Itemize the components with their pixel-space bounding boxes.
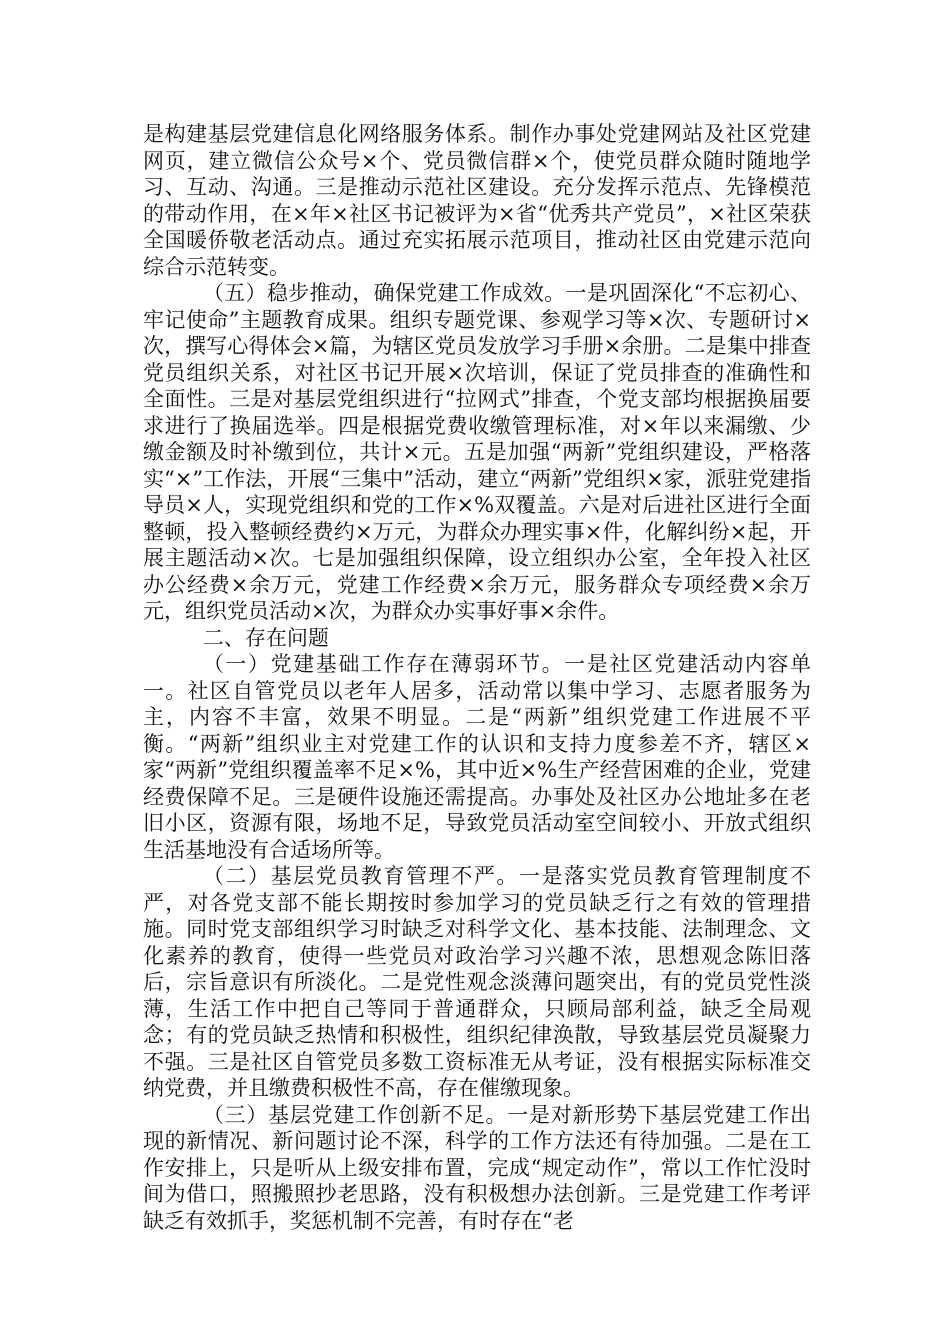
paragraph-problem-1: （一）党建基础工作存在薄弱环节。一是社区党建活动内容单一。社区自管党员以老年人居多，活动常以集中学习、志愿者服务为主，内容不丰富，效果不明显。二是“两新”组织党建工作进展不平衡。“两新”组织业主对党建工作的认识和支持力度参差不齐，辖区×家“两新”党组织覆盖率不足×%，其中近×%生产经营困难的企业，党建经费保障不足。三是硬件设施还需提高。办事处及社区办公地址多在老旧小区，资源有限，场地不足，导致党员活动室空间较小、开放式组织生活基地没有合适场所等。 [143, 652, 811, 862]
paragraph-continuation: 是构建基层党建信息化网络服务体系。制作办事处党建网站及社区党建网页，建立微信公众号×个、党员微信群×个，使党员群众随时随地学习、互动、沟通。三是推动示范社区建设。充分发挥示范点、先锋模范的带动作用，在×年×社区书记被评为×省“优秀共产党员”，×社区荣获全国暖侨敬老活动点。通过充实拓展示范项目，推动社区由党建示范向综合示范转变。 [143, 122, 811, 279]
document-body [143, 121, 811, 1234]
section-heading-problems: 二、存在问题 [202, 625, 329, 650]
paragraph-problem-2: （二）基层党员教育管理不严。一是落实党员教育管理制度不严，对各党支部不能长期按时参加学习的党员缺乏行之有效的管理措施。同时党支部组织学习时缺乏对科学文化、基本技能、法制理念、文化素养的教育，使得一些党员对政治学习兴趣不浓，思想观念陈旧落后，宗旨意识有所淡化。二是党性观念淡薄问题突出，有的党员党性淡薄，生活工作中把自己等同于普通群众，只顾局部利益，缺乏全局观念；有的党员缺乏热情和积极性，组织纪律涣散，导致基层党员凝聚力不强。三是社区自管党员多数工资标准无从考证，没有根据实际标准交纳党费，并且缴费积极性不高，存在催缴现象。 [143, 864, 811, 1100]
paragraph-problem-3: （三）基层党建工作创新不足。一是对新形势下基层党建工作出现的新情况、新问题讨论不深，科学的工作方法还有待加强。二是在工作安排上，只是听从上级安排布置，完成“规定动作”，常以工作忙没时间为借口，照搬照抄老思路，没有积极想办法创新。三是党建工作考评缺乏有效抓手，奖惩机制不完善，有时存在“老 [143, 1102, 811, 1233]
paragraph-section-5: （五）稳步推动，确保党建工作成效。一是巩固深化“不忘初心、牢记使命”主题教育成果。组织专题党课、参观学习等×次、专题研讨×次，撰写心得体会×篇，为辖区党员发放学习手册×余册。二是集中排查党员组织关系，对社区书记开展×次培训，保证了党员排查的准确性和全面性。三是对基层党组织进行“拉网式”排查，个党支部均根据换届要求进行了换届选举。四是根据党费收缴管理标准，对×年以来漏缴、少缴金额及时补缴到位，共计×元。五是加强“两新”党组织建设，严格落实“×”工作法，开展“三集中”活动，建立“两新”党组织×家，派驻党建指导员×人，实现党组织和党的工作×%双覆盖。六是对后进社区进行全面整顿，投入整顿经费约×万元，为群众办理实事×件，化解纠纷×起，开展主题活动×次。七是加强组织保障，设立组织办公室，全年投入社区办公经费×余万元，党建工作经费×余万元，服务群众专项经费×余万元，组织党员活动×次，为群众办实事好事×余件。 [143, 281, 811, 623]
